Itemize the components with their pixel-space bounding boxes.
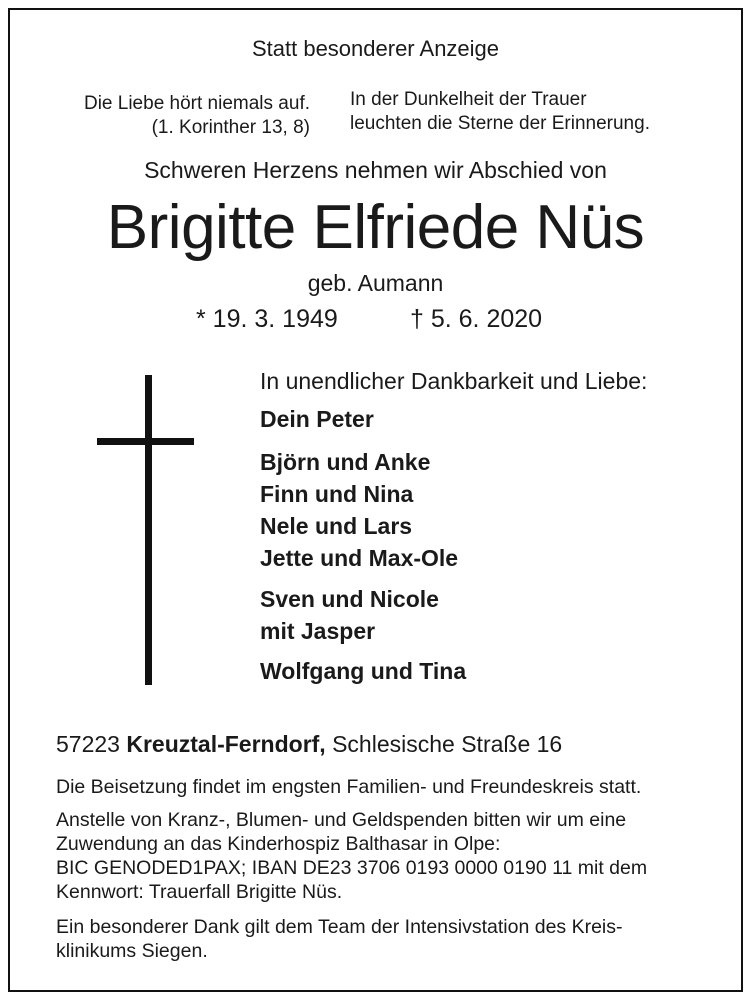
address-street: Schlesische Straße 16 xyxy=(332,731,563,757)
bible-quote-reference: (1. Korinther 13, 8) xyxy=(151,117,310,138)
mourner-name: Sven und Nicole xyxy=(260,586,439,612)
mourner-name: Dein Peter xyxy=(260,406,374,432)
memorial-quote-line-2: leuchten die Sterne der Erinnerung. xyxy=(350,113,650,134)
mourner-name: Jette und Max-Ole xyxy=(260,545,459,571)
farewell-intro: Schweren Herzens nehmen wir Abschied von xyxy=(144,157,607,183)
memorial-quote xyxy=(350,88,650,136)
donation-keyword: Kennwort: Trauerfall Brigitte Nüs. xyxy=(56,881,343,903)
address-city: Kreuztal-Ferndorf, xyxy=(126,731,326,757)
thanks-line-1: Ein besonderer Dank gilt dem Team der Intensivstation des Kreis- xyxy=(56,916,623,938)
cross-vertical-bar xyxy=(145,375,152,685)
donation-line-2: Zuwendung an das Kinderhospiz Balthasar in Olpe: xyxy=(56,833,501,855)
mourner-name: Nele und Lars xyxy=(260,513,413,539)
bible-quote-text: Die Liebe hört niemals auf. xyxy=(83,93,310,114)
donation-line-1: Anstelle von Kranz-, Blumen- und Geldspenden bitten wir um eine xyxy=(56,809,627,831)
thanks-notice xyxy=(56,915,623,963)
maiden-name: geb. Aumann xyxy=(307,270,444,296)
donation-bank-details: BIC GENODED1PAX; IBAN DE23 3706 0193 0000 0190 11 mit dem xyxy=(56,857,648,879)
mourner-name: mit Jasper xyxy=(260,618,376,644)
notice-header: Statt besonderer Anzeige xyxy=(251,36,500,61)
address-zip: 57223 xyxy=(56,731,120,757)
death-date: † 5. 6. 2020 xyxy=(410,305,543,333)
cross-horizontal-bar xyxy=(97,438,194,445)
deceased-name: Brigitte Elfriede Nüs xyxy=(106,193,645,262)
mourners-intro: In unendlicher Dankbarkeit und Liebe: xyxy=(260,368,648,394)
donation-notice xyxy=(56,808,647,904)
mourner-name: Wolfgang und Tina xyxy=(260,658,467,684)
mourner-name: Finn und Nina xyxy=(260,481,414,507)
burial-notice: Die Beisetzung findet im engsten Familien- und Freundeskreis statt. xyxy=(56,776,642,798)
family-address xyxy=(56,731,562,758)
mourner-name: Björn und Anke xyxy=(260,449,431,475)
birth-date: * 19. 3. 1949 xyxy=(196,305,338,333)
bible-quote xyxy=(50,92,310,140)
thanks-line-2: klinikums Siegen. xyxy=(56,940,208,962)
memorial-quote-line-1: In der Dunkelheit der Trauer xyxy=(350,89,587,110)
